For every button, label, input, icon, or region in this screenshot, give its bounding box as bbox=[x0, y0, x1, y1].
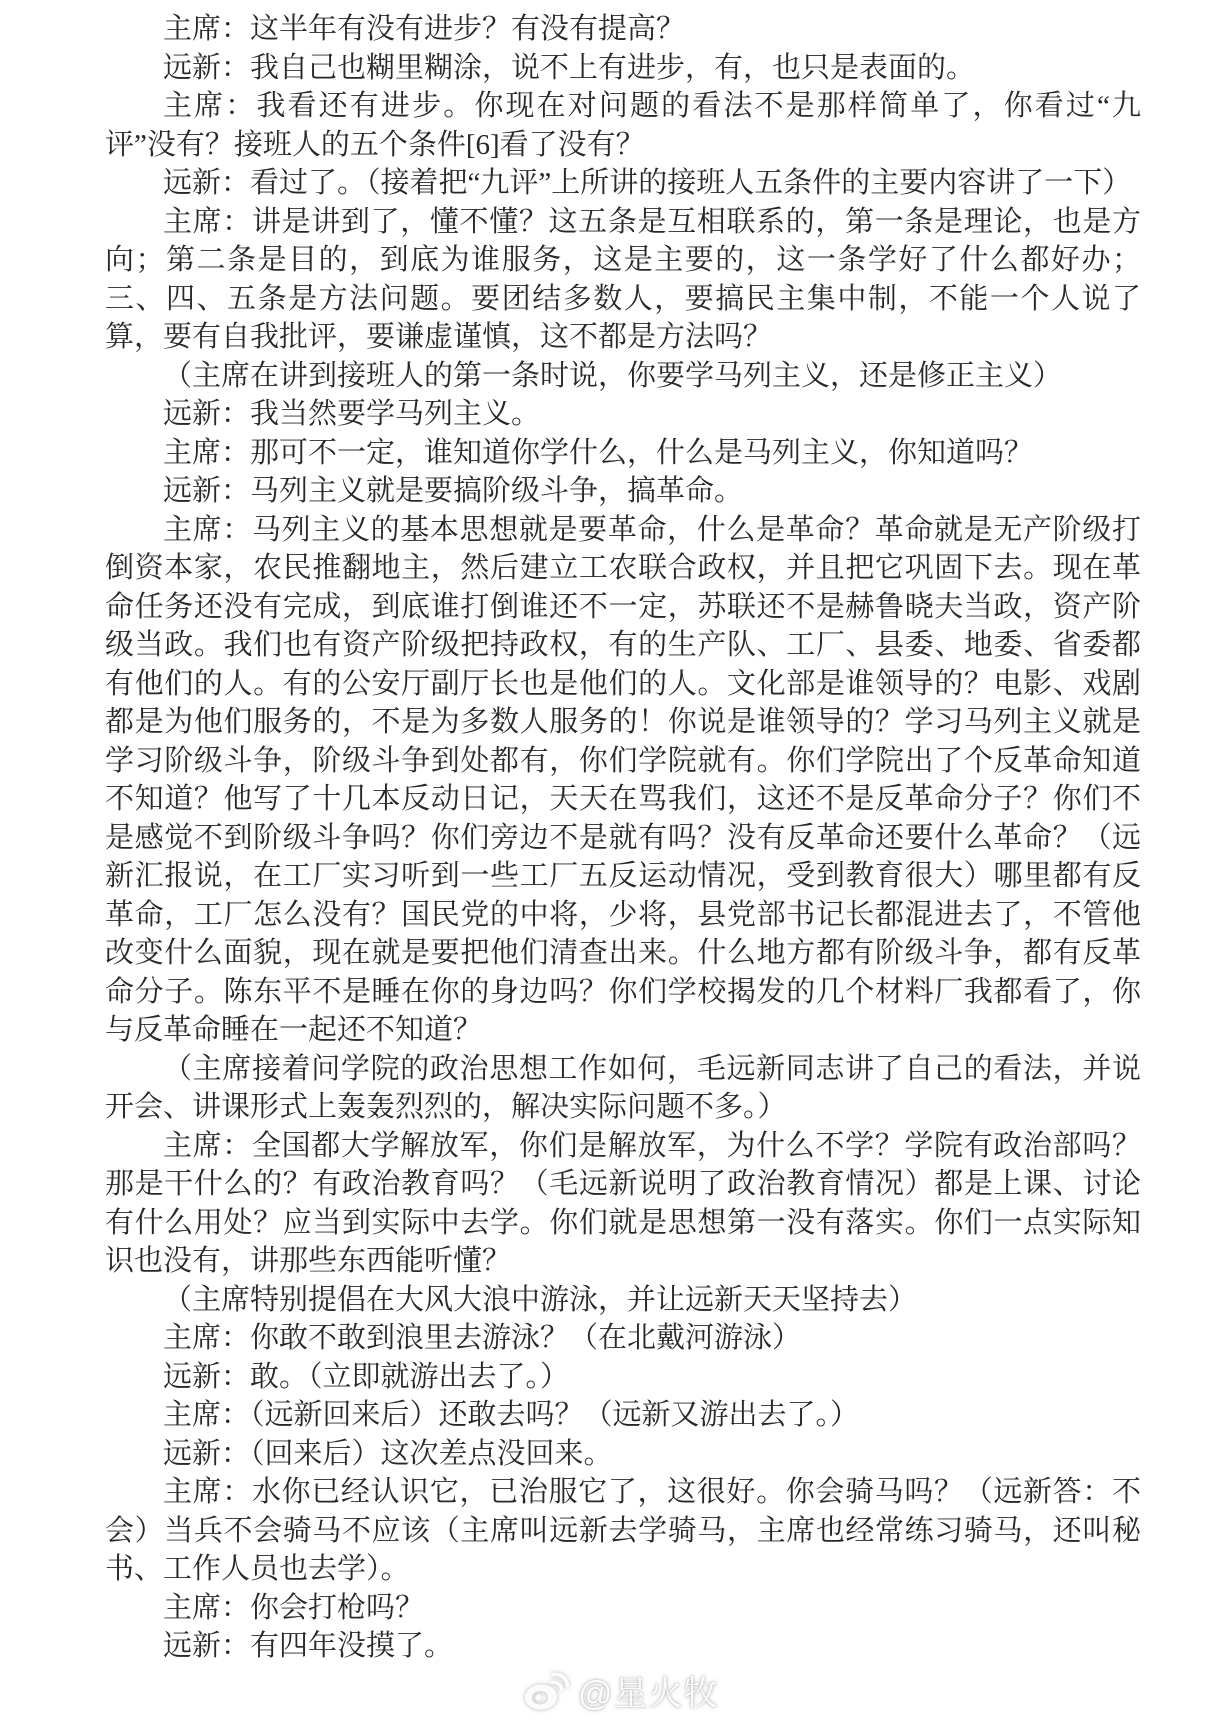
paragraph: 主席：这半年有没有进步？有没有提高？ bbox=[163, 13, 686, 45]
paragraph: 主席：马列主义的基本思想就是要革命，什么是革命？革命就是无产阶级打倒资本家，农民推翻地主，然后建立工农联合政权，并且把它巩固下去。现在革命任务还没有完成，到底谁打倒谁还不一定，苏联还不是赫鲁晓夫当政，资产阶级当政。我们也有资产阶级把持政权，有的生产队、工厂、县委、地委、省委都有他们的人。有的公安厅副厅长也是他们的人。文化部是谁领导的？电影、戏剧都是为他们服务的，不是为多数人服务的！你说是谁领导的？学习马列主义就是学习阶级斗争，阶级斗争到处都有，你们学院就有。你们学院出了个反革命知道不知道？他写了十几本反动日记，天天在骂我们，这还不是反革命分子？你们不是感觉不到阶级斗争吗？你们旁边不是就有吗？没有反革命还要什么革命？（远新汇报说，在工厂实习听到一些工厂五反运动情况，受到教育很大）哪里都有反革命，工厂怎么没有？国民党的中将，少将，县党部书记长都混进去了，不管他改变什么面貌，现在就是要把他们清查出来。什么地方都有阶级斗争，都有反革命分子。陈东平不是睡在你的身边吗？你们学校揭发的几个材料厂我都看了，你与反革命睡在一起还不知道？ bbox=[105, 513, 1141, 1046]
paragraph: 主席：（远新回来后）还敢去吗？（远新又游出去了。） bbox=[163, 1399, 860, 1431]
paragraph: 远新：马列主义就是要搞阶级斗争，搞革命。 bbox=[163, 475, 744, 507]
paragraph: 远新：（回来后）这次差点没回来。 bbox=[163, 1437, 613, 1470]
weibo-logo-icon bbox=[523, 1671, 569, 1711]
paragraph: 远新：看过了。（接着把“九评”上所讲的接班人五条件的主要内容讲了一下） bbox=[163, 167, 1132, 199]
paragraph: 远新：我自己也糊里糊涂，说不上有进步，有，也只是表面的。 bbox=[163, 51, 976, 84]
paragraph: 主席：你敢不敢到浪里去游泳？（在北戴河游泳） bbox=[163, 1322, 802, 1354]
paragraph: 主席：你会打枪吗？ bbox=[163, 1591, 425, 1624]
paragraph: 主席：水你已经认识它，已治服它了，这很好。你会骑马吗？（远新答：不会）当兵不会骑马不应该（主席叫远新去学骑马，主席也经常练习骑马，还叫秘书、工作人员也去学）。 bbox=[105, 1476, 1141, 1585]
paragraph: 主席：全国都大学解放军，你们是解放军，为什么不学？学院有政治部吗？那是干什么的？有政治教育吗？（毛远新说明了政治教育情况）都是上课、讨论有什么用处？应当到实际中去学。你们就是思想第一没有落实。你们一点实际知识也没有，讲那些东西能听懂？ bbox=[105, 1129, 1141, 1277]
paragraph: 主席：讲是讲到了，懂不懂？这五条是互相联系的，第一条是理论，也是方向；第二条是目的，到底为谁服务，这是主要的，这一条学好了什么都好办；三、四、五条是方法问题。要团结多数人，要搞民主集中制，不能一个人说了算，要有自我批评，要谦虚谨慎，这不都是方法吗？ bbox=[105, 205, 1141, 353]
paragraph: 远新：我当然要学马列主义。 bbox=[163, 398, 541, 430]
paragraph: 主席：我看还有进步。你现在对问题的看法不是那样简单了，你看过“九评”没有？接班人的五个条件[6]看了没有？ bbox=[105, 90, 1141, 161]
watermark bbox=[523, 1666, 719, 1715]
narration-paragraph: （主席接着问学院的政治思想工作如何，毛远新同志讲了自己的看法，并说开会、讲课形式上轰轰烈烈的，解决实际问题不多。） bbox=[105, 1052, 1141, 1123]
paragraph: 主席：那可不一定，谁知道你学什么，什么是马列主义，你知道吗？ bbox=[163, 436, 1034, 469]
watermark-handle: @星火牧 bbox=[578, 1675, 719, 1713]
narration-paragraph: （主席在讲到接班人的第一条时说，你要学马列主义，还是修正主义） bbox=[163, 359, 1063, 392]
transcript-text bbox=[105, 0, 1141, 1666]
paragraph: 远新：有四年没摸了。 bbox=[163, 1630, 454, 1662]
paragraph: 远新：敢。（立即就游出去了。） bbox=[163, 1360, 570, 1393]
narration-paragraph: （主席特别提倡在大风大浪中游泳，并让远新天天坚持去） bbox=[163, 1283, 918, 1316]
